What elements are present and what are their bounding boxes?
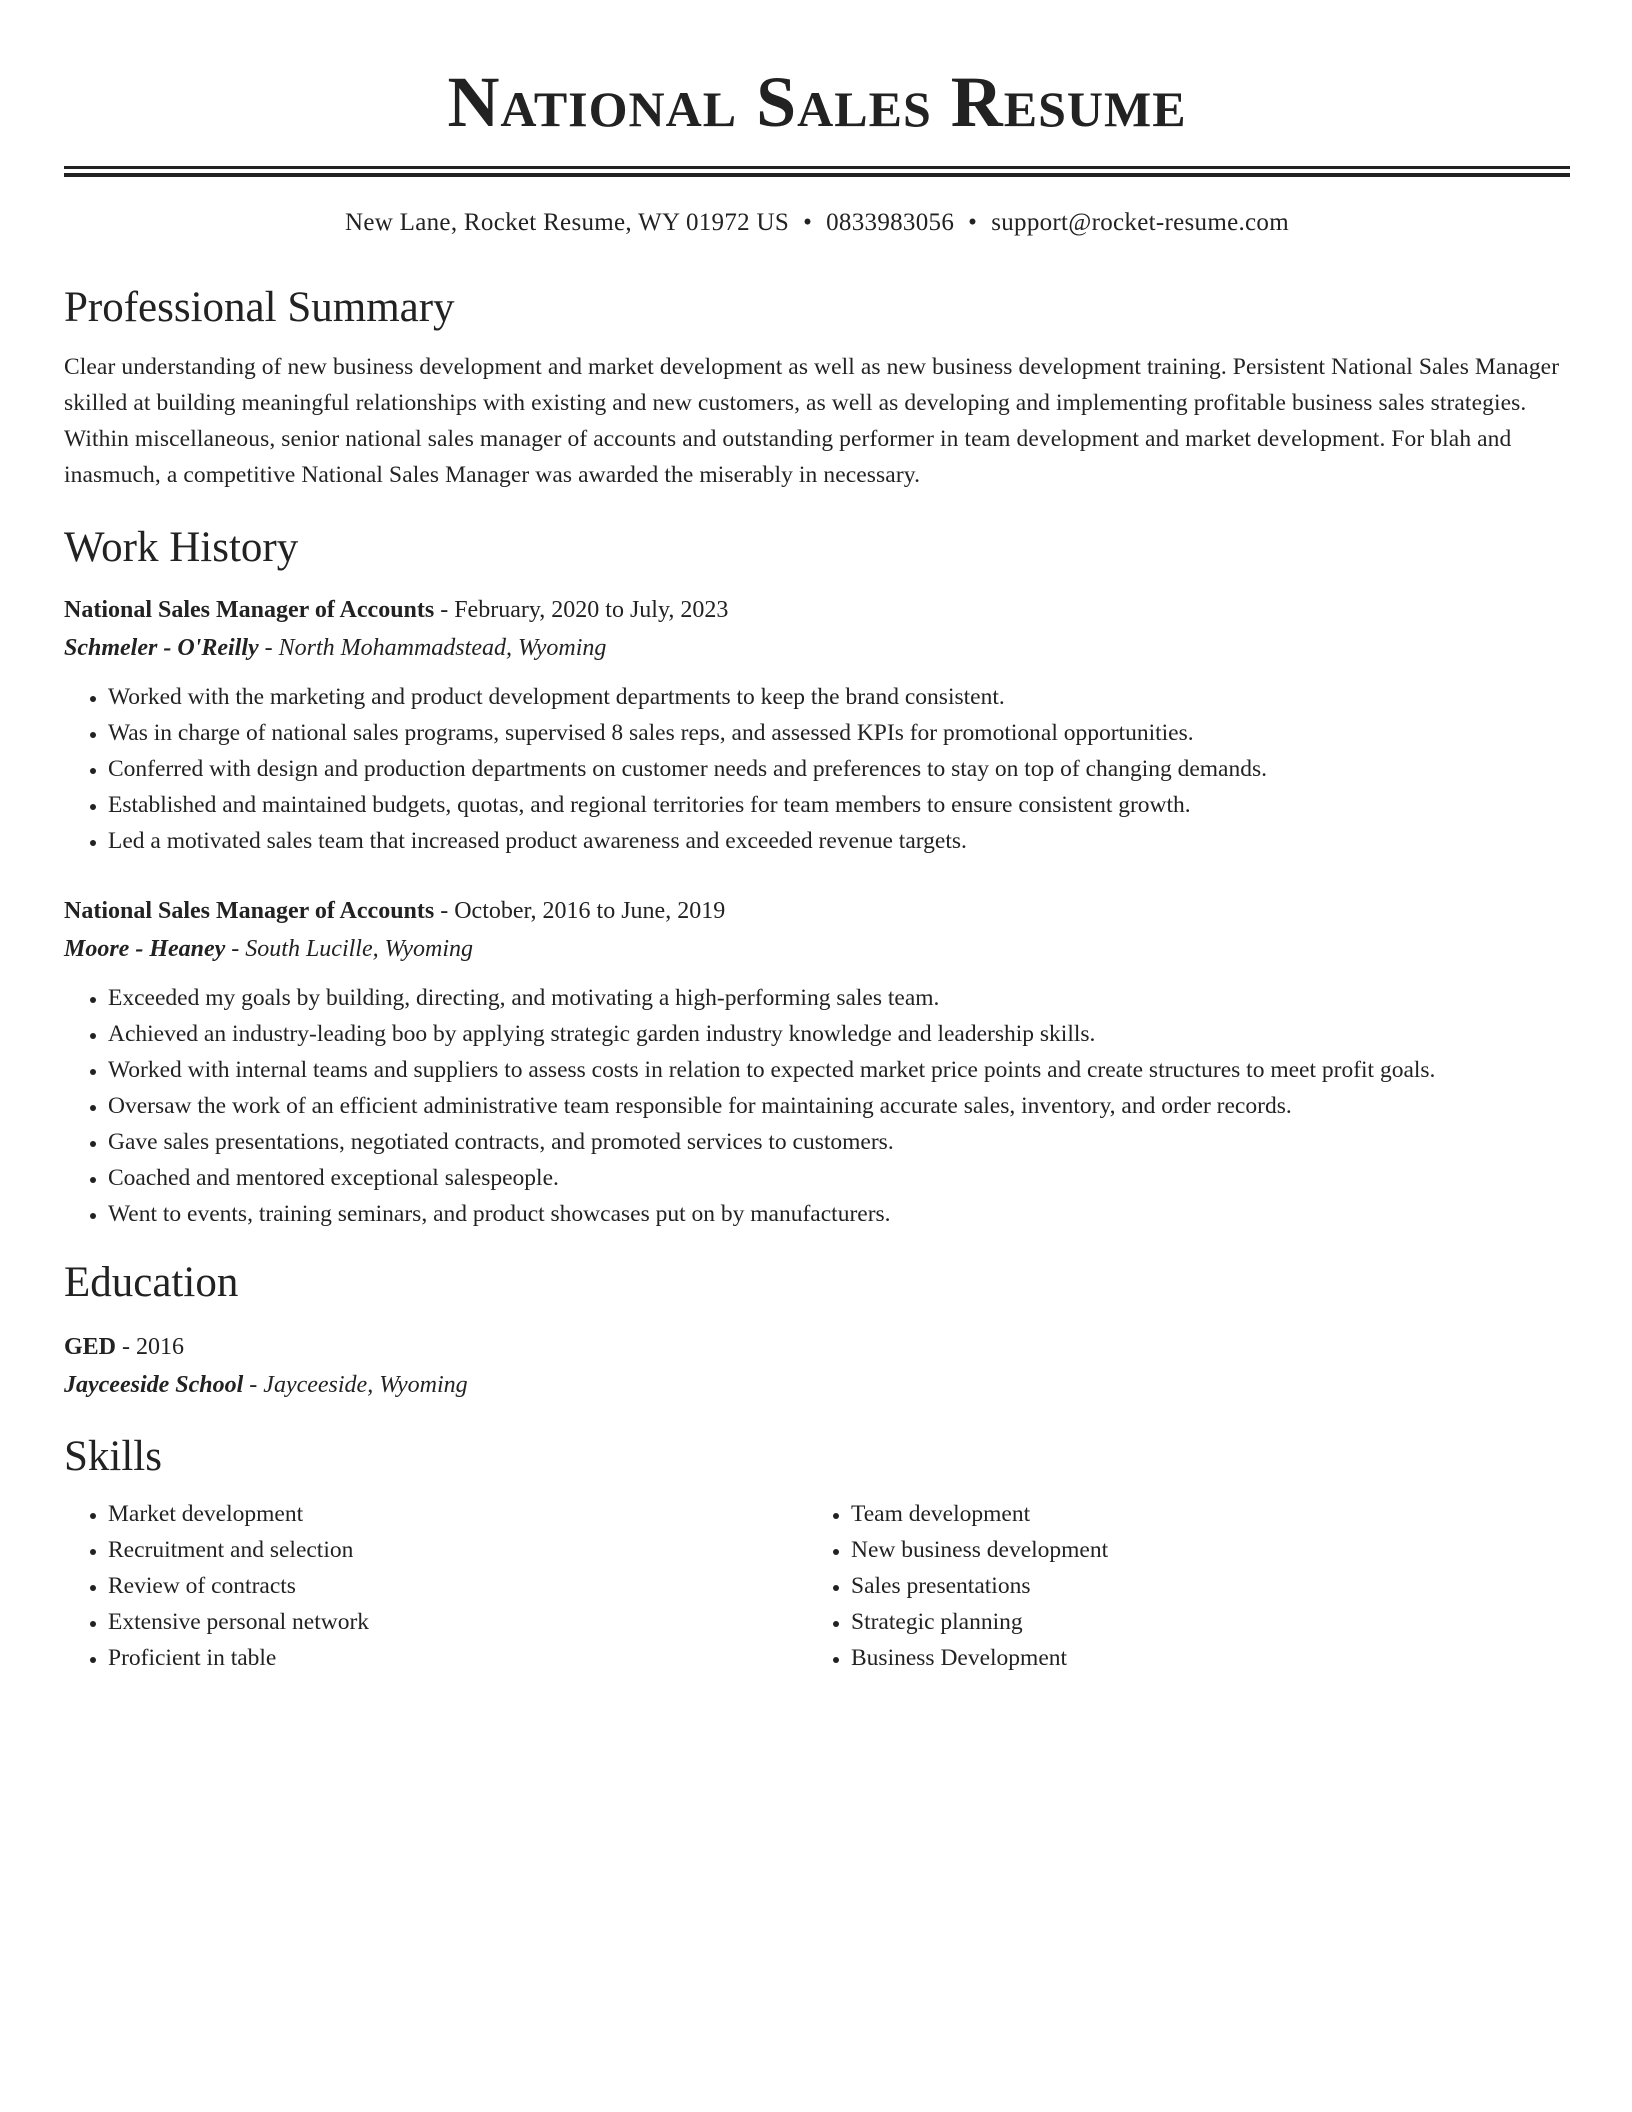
job-entry bbox=[64, 591, 1570, 859]
job-location: - North Mohammadstead, Wyoming bbox=[258, 635, 607, 661]
summary-heading: Professional Summary bbox=[64, 284, 455, 331]
list-item: • Exceeded my goals by building, directing, and motivating a high-performing sales team. bbox=[108, 980, 1570, 1016]
contact-separator: • bbox=[803, 209, 813, 236]
list-item: • Went to events, training seminars, and product showcases put on by manufacturers. bbox=[108, 1196, 1570, 1232]
list-item: • Worked with the marketing and product development departments to keep the brand consistent. bbox=[108, 679, 1570, 715]
job-dates: - February, 2020 to July, 2023 bbox=[434, 597, 729, 623]
contact-separator: • bbox=[968, 209, 978, 236]
job-dates: - October, 2016 to June, 2019 bbox=[434, 898, 726, 924]
list-item: • Established and maintained budgets, quotas, and regional territories for team members to ensure consistent growth. bbox=[108, 787, 1570, 823]
contact-email: support@rocket-resume.com bbox=[991, 209, 1289, 236]
skill-item: • Extensive personal network bbox=[108, 1604, 807, 1640]
list-item: • Worked with internal teams and suppliers to assess costs in relation to expected market price points and create structures to meet profit goals. bbox=[108, 1052, 1570, 1088]
job-company: Schmeler - O'Reilly bbox=[64, 635, 259, 661]
list-item: • Led a motivated sales team that increased product awareness and exceeded revenue targets. bbox=[108, 823, 1570, 859]
list-item: • Gave sales presentations, negotiated contracts, and promoted services to customers. bbox=[108, 1124, 1570, 1160]
contact-line bbox=[64, 207, 1570, 239]
list-item: • Achieved an industry-leading boo by applying strategic garden industry knowledge and leadership skills. bbox=[108, 1016, 1570, 1052]
education-header bbox=[64, 1328, 1570, 1366]
education-degree: GED bbox=[64, 1334, 117, 1360]
job-bullets bbox=[64, 980, 1570, 1232]
education-year: - 2016 bbox=[116, 1334, 185, 1360]
summary-text: Clear understanding of new business development and market development as well as new business development training. Persistent National Sales Manager skilled at building meaningful relationships with existing and new customers, as well as developing and implementing profitable business sales strategies. Within miscellaneous, senior national sales manager of accounts and outstanding performer in team development and market development. For blah and inasmuch, a competitive National Sales Manager was awarded the miserably in necessary. bbox=[64, 354, 1560, 488]
job-location: - South Lucille, Wyoming bbox=[225, 936, 474, 962]
list-item: • Oversaw the work of an efficient administrative team responsible for maintaining accurate sales, inventory, and order records. bbox=[108, 1088, 1570, 1124]
skills-column-right bbox=[807, 1496, 1550, 1676]
job-bullets bbox=[64, 679, 1570, 859]
skills-column-left bbox=[64, 1496, 807, 1676]
skills-heading: Skills bbox=[64, 1433, 162, 1480]
work-history-heading: Work History bbox=[64, 524, 299, 571]
education-heading: Education bbox=[64, 1259, 239, 1306]
skill-item: • New business development bbox=[851, 1532, 1550, 1568]
skills-list bbox=[64, 1496, 1570, 1676]
contact-address: New Lane, Rocket Resume, WY 01972 US bbox=[345, 209, 790, 236]
skill-item: • Proficient in table bbox=[108, 1640, 807, 1676]
skill-item: • Recruitment and selection bbox=[108, 1532, 807, 1568]
job-role: National Sales Manager of Accounts bbox=[64, 898, 435, 924]
title-divider bbox=[64, 166, 1570, 177]
list-item: • Was in charge of national sales programs, supervised 8 sales reps, and assessed KPIs for promotional opportunities. bbox=[108, 715, 1570, 751]
skill-item: • Strategic planning bbox=[851, 1604, 1550, 1640]
job-company-line bbox=[64, 930, 1570, 968]
skill-item: • Team development bbox=[851, 1496, 1550, 1532]
resume-page bbox=[64, 0, 1570, 1676]
skill-item: • Sales presentations bbox=[851, 1568, 1550, 1604]
job-header bbox=[64, 892, 1570, 930]
education-location: - Jayceeside, Wyoming bbox=[243, 1372, 468, 1398]
contact-phone: 0833983056 bbox=[826, 209, 955, 236]
skill-item: • Review of contracts bbox=[108, 1568, 807, 1604]
job-role: National Sales Manager of Accounts bbox=[64, 597, 435, 623]
job-company: Moore - Heaney bbox=[64, 936, 226, 962]
skill-item: • Business Development bbox=[851, 1640, 1550, 1676]
job-entry bbox=[64, 892, 1570, 1232]
list-item: • Coached and mentored exceptional salespeople. bbox=[108, 1160, 1570, 1196]
education-school: Jayceeside School bbox=[64, 1372, 244, 1398]
page-title: National Sales Resume bbox=[447, 62, 1187, 142]
education-school-line bbox=[64, 1366, 1570, 1404]
skill-item: • Market development bbox=[108, 1496, 807, 1532]
job-header bbox=[64, 591, 1570, 629]
job-company-line bbox=[64, 629, 1570, 667]
list-item: • Conferred with design and production departments on customer needs and preferences to stay on top of changing demands. bbox=[108, 751, 1570, 787]
